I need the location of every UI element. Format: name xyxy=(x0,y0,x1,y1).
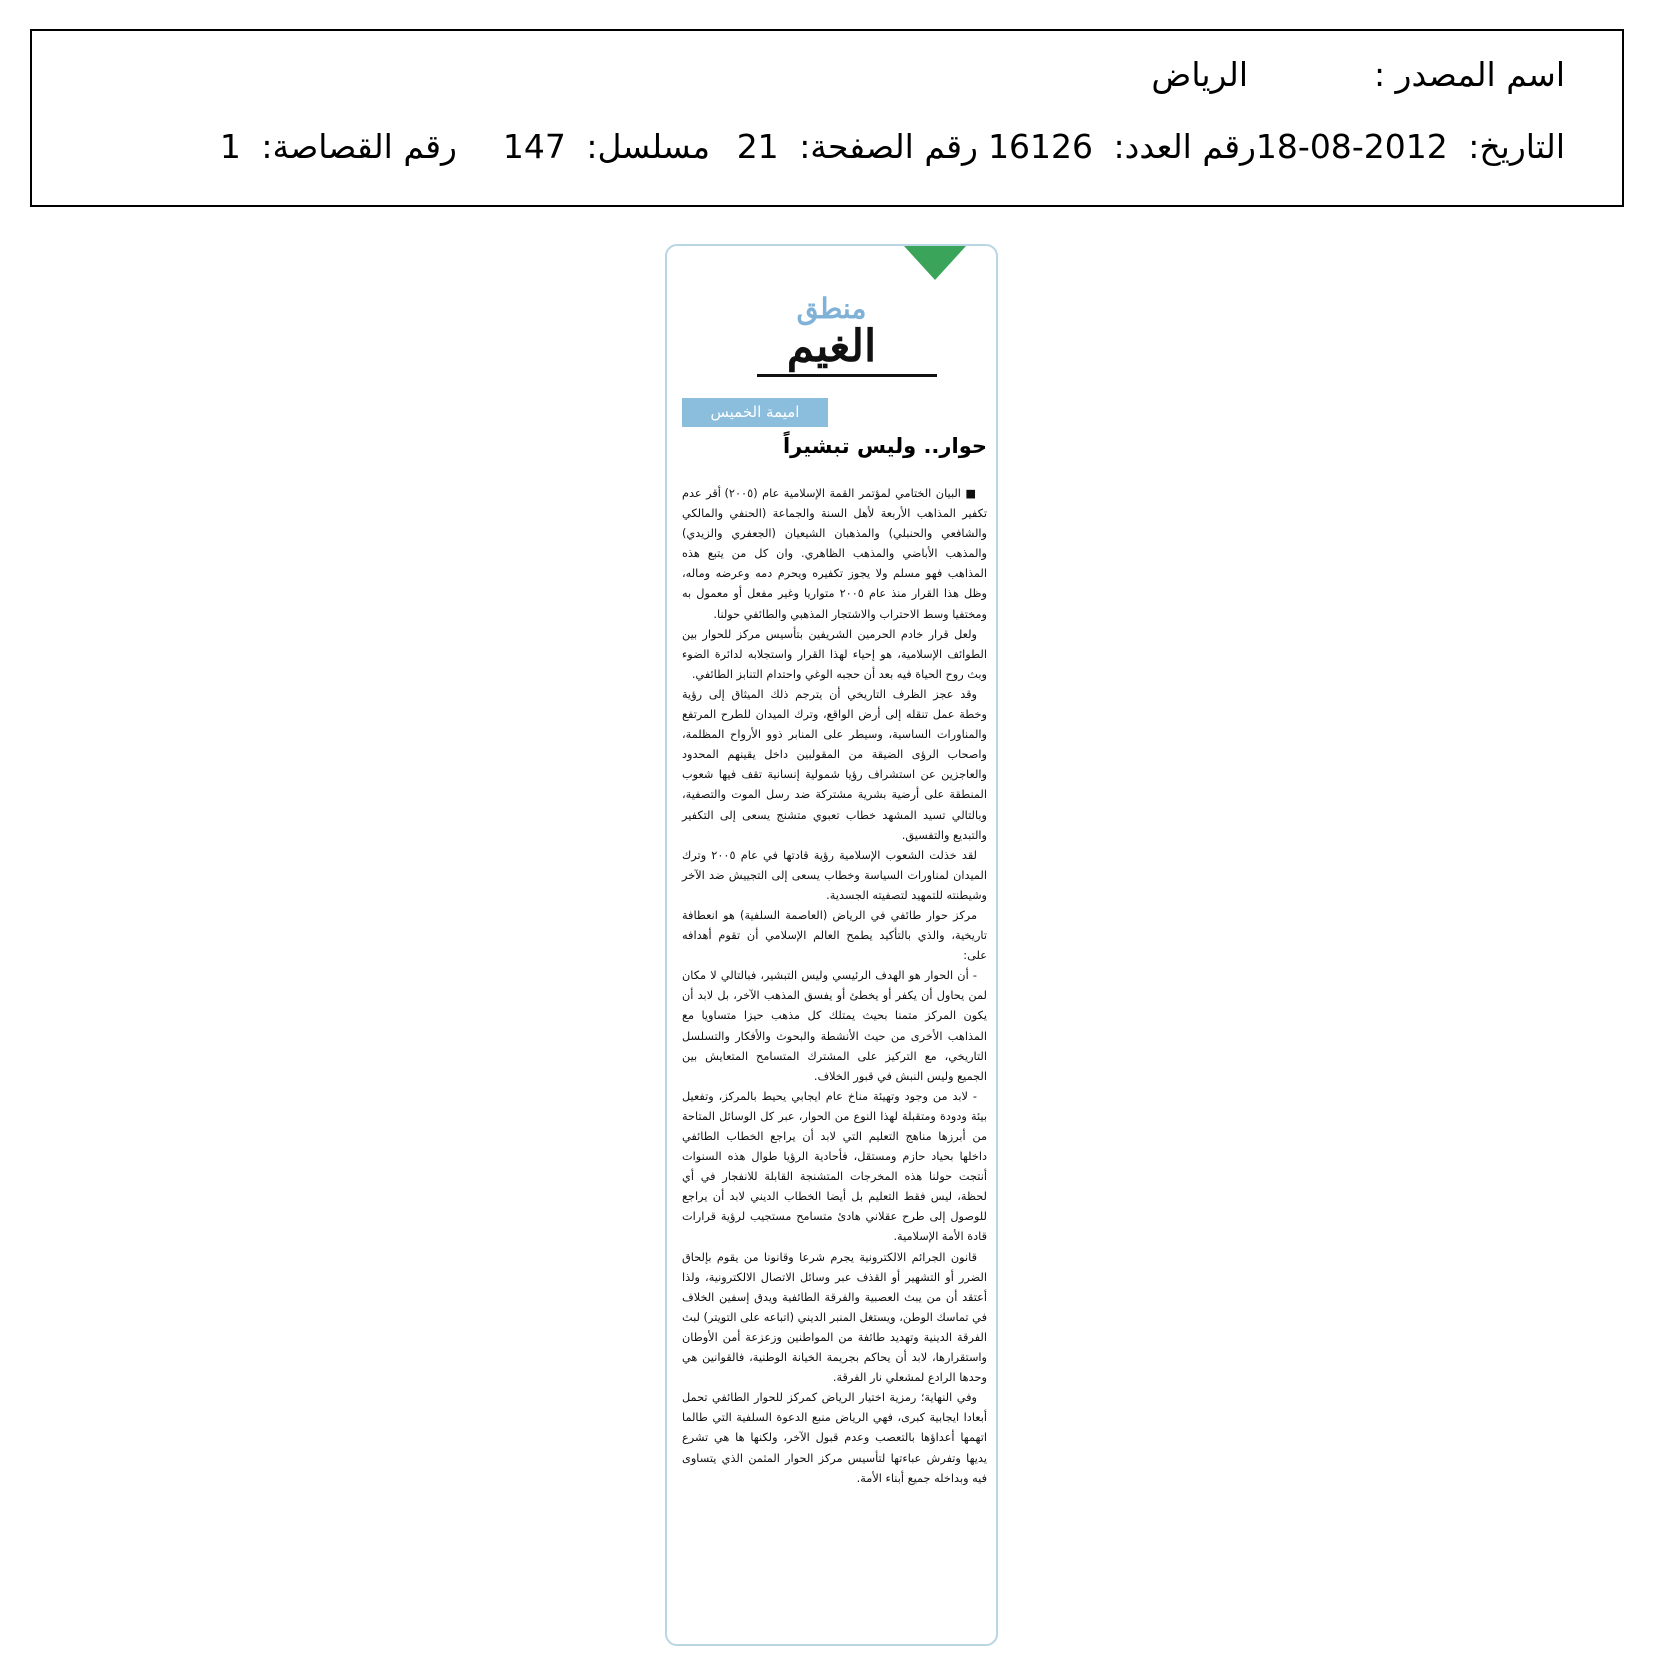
article-paragraph: قانون الجرائم الالكترونية يجرم شرعا وقانونا من يقوم بإلحاق الضرر أو التشهير أو القذف عبر وسائل الاتصال الالكترونية، ولذا أعتقد أن من يبث العصبية والفرقة الطائفية ويدق إسفين الخلاف في تماسك الوطن، ويستغل المنبر الديني (اتباعه على التويتر) لبث الفرقة الدينية وتهديد طائفة من المواطنين وزعزعة أمن الأوطان واستقرارها، لابد أن يحاكم بجريمة الخيانة الوطنية، فالقوانين هي وحدها الرادع لمشعلي نار الفرقة. xyxy=(682,1250,987,1385)
serial-label: مسلسل: xyxy=(586,127,710,166)
corner-triangle-icon xyxy=(904,246,966,280)
serial-field xyxy=(503,127,710,166)
article-paragraph: وقد عجز الظرف التاريخي أن يترجم ذلك الميثاق إلى رؤية وخطة عمل تنقله إلى أرض الواقع، وترك الميدان للطرح المرتفع والمناورات الساسية، وسيطر على المنابر ذوو الأرواح المظلمة، واصحاب الرؤى الضيقة من المقولبين داخل يقينهم المحدود والعاجزين عن استشراف رؤيا شمولية إنسانية تقف فيها شعوب المنطقة على أرضية بشرية مشتركة ضد رسل الموت والتصفية، وبالتالي تسيد المشهد خطاب تعبوي متشنج يسعى إلى التكفير والتبديع والتفسيق. xyxy=(682,687,987,842)
serial-value: 147 xyxy=(502,127,566,166)
page-label: رقم الصفحة: xyxy=(799,127,978,166)
source-label: اسم المصدر : xyxy=(1373,55,1565,94)
column-logo-main: الغيم xyxy=(786,321,877,372)
issue-value: 16126 xyxy=(988,127,1094,166)
clipping-metadata-box xyxy=(30,29,1624,207)
article-paragraph: وفي النهاية؛ رمزية اختيار الرياض كمركز للحوار الطائفي تحمل أبعادا ايجابية كبرى، فهي الرياض منبع الدعوة السلفية التي طالما اتهمها أعداؤها بالتعصب وعدم قبول الآخر، ولكنها ها هي تشرع يديها وتفرش عباءتها لتأسيس مركز الحوار المثمن الذي يتساوى فيه وبداخله جميع أبناء الأمة. xyxy=(682,1391,987,1485)
article-paragraph: ■ البيان الختامي لمؤتمر القمة الإسلامية عام (٢٠٠٥) أقر عدم تكفير المذاهب الأربعة لأهل السنة والجماعة (الحنفي والمالكي والشافعي والحنبلي) والمذهبان الشيعيان (الجعفري والزيدي) والمذهب الأباضي والمذهب الظاهري. وان كل من يتبع هذه المذاهب فهو مسلم ولا يجوز تكفيره ويحرم دمه وعرضه وماله، وظل هذا القرار منذ عام ٢٠٠٥ متواريا وغير مفعل أو معمول به ومختفيا وسط الاحتراب والاشتجار المذهبي والطائفي حولنا. xyxy=(682,487,988,621)
article-body xyxy=(682,484,987,1638)
clip-number-label: رقم القصاصة: xyxy=(261,127,457,166)
article-headline: حوار.. وليس تبشيراً xyxy=(782,434,987,458)
article-paragraph: - أن الحوار هو الهدف الرئيسي وليس التبشير، فبالتالي لا مكان لمن يحاول أن يكفر أو يخطئ أو يفسق المذهب الآخر، بل لابد أن يكون المركز متمنا بحيث يمتلك كل مذهب حيزا متساويا مع المذاهب الأخرى من حيث الأنشطة والبحوث والأفكار والتسلسل التاريخي، مع التركيز على المشترك المتسامح المتعايش بين الجميع وليس النبش في قبور الخلاف. xyxy=(682,969,987,1083)
author-badge: اميمة الخميس xyxy=(682,398,828,427)
page-field xyxy=(737,127,978,166)
source-value: الرياض xyxy=(1151,55,1248,94)
issue-label: رقم العدد: xyxy=(1113,127,1256,166)
issue-field xyxy=(988,127,1256,166)
clip-number-field xyxy=(220,127,457,166)
article-paragraph: لقد خذلت الشعوب الإسلامية رؤية قادتها في عام ٢٠٠٥ وترك الميدان لمناورات السياسة وخطاب يسعى إلى التجييش ضد الآخر وشيطنته للتمهيد لتصفيته الجسدية. xyxy=(682,848,987,902)
newspaper-clipping xyxy=(665,244,998,1646)
column-logo xyxy=(667,294,996,370)
article-paragraph: ولعل قرار خادم الحرمين الشريفين بتأسيس مركز للحوار بين الطوائف الإسلامية، هو إحياء لهذا القرار واستجلابه لدائرة الضوء وبث روح الحياة فيه بعد أن حجبه الوغي واحتدام التنابز الطائفي. xyxy=(682,627,987,681)
clip-number-value: 1 xyxy=(219,127,241,166)
date-field xyxy=(1256,127,1565,166)
date-value: 2012-08-18 xyxy=(1255,127,1448,166)
article-paragraph: - لابد من وجود وتهيئة مناخ عام ايجابي يحيط بالمركز، وتفعيل بيئة ودودة ومتقبلة لهذا النوع من الحوار، عبر كل الوسائل المتاحة من أبرزها مناهج التعليم التي لابد أن يراجع الخطاب الطائفي داخلها بحياد حازم ومستقل، فأحادية الرؤيا طوال هذه السنوات أنتجت حولنا هذه المخرجات المتشنجة القابلة للانفجار في أي لحظة، ليس فقط التعليم بل أيضا الخطاب الديني لابد أن يراجع للوصول إلى طرح عقلاني هادئ متسامح مستجيب لرؤية قرارات قادة الأمة الإسلامية. xyxy=(682,1089,987,1244)
logo-underline xyxy=(757,374,937,377)
article-paragraph: مركز حوار طائفي في الرياض (العاصمة السلفية) هو انعطافة تاريخية، والذي بالتأكيد يطمح العالم الإسلامي أن تقوم أهدافه على: xyxy=(682,908,987,963)
date-label: التاريخ: xyxy=(1468,127,1565,166)
page-value: 21 xyxy=(736,127,779,166)
column-logo-top: منطق xyxy=(796,292,867,325)
